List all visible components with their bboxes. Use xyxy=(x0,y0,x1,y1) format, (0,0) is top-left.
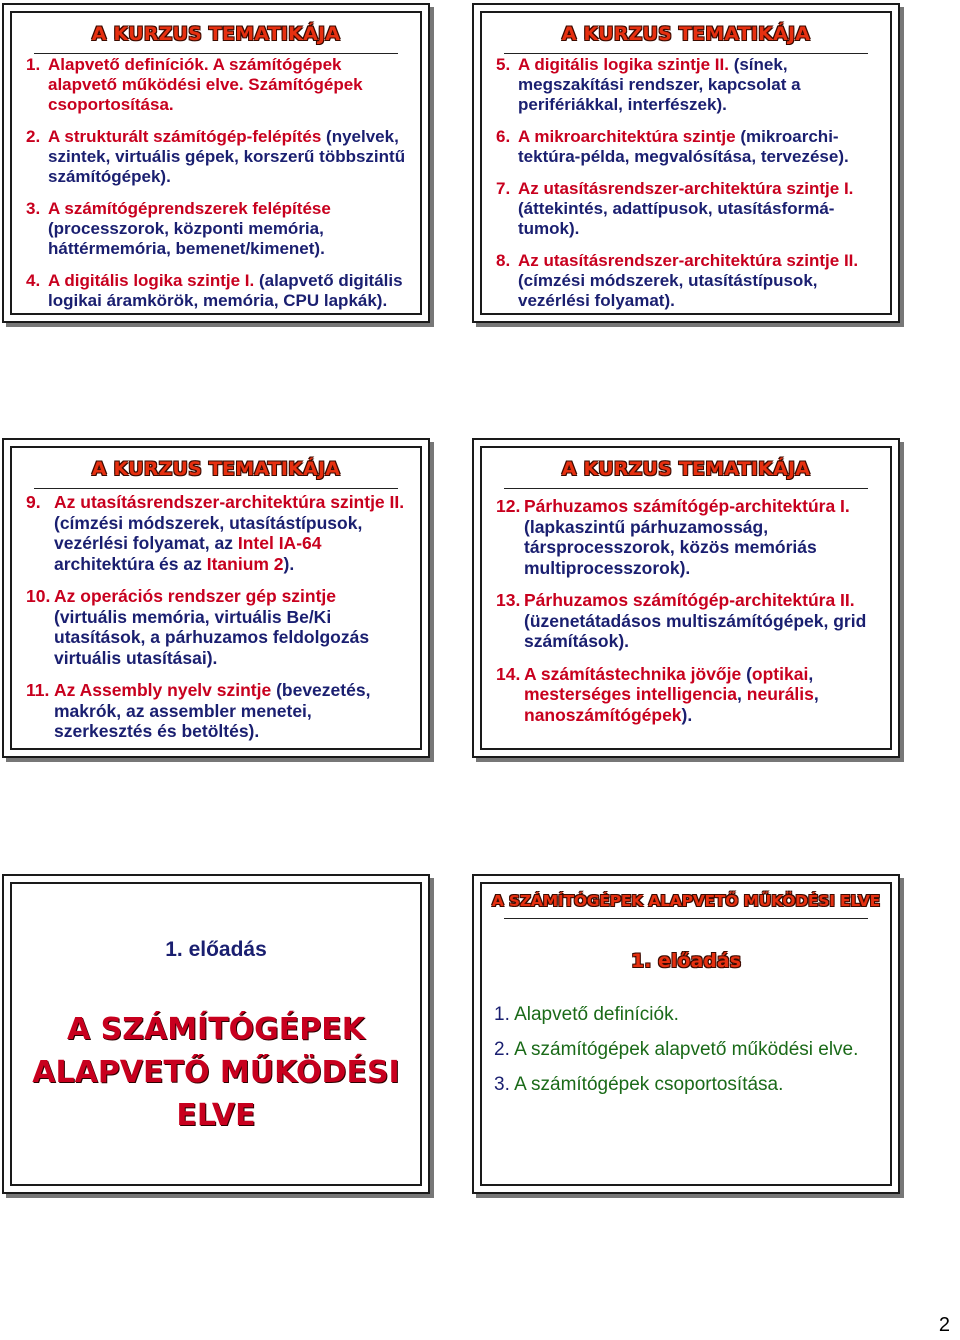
topic-title: Az Assembly nyelv szintje xyxy=(54,680,277,700)
slide-4-inner-frame xyxy=(480,446,892,750)
slide-2 xyxy=(472,3,900,323)
topic-item xyxy=(26,586,412,668)
topic-details: (áttekintés, adattípusok, utasításformá-tumok). xyxy=(518,199,835,238)
topic-number: 6. xyxy=(496,127,511,146)
topic-item xyxy=(496,590,882,652)
topic-item xyxy=(26,55,412,115)
slide-2-heading: A KURZUS TEMATIKÁJA xyxy=(561,23,811,45)
topic-details: (virtuális memória, virtuális Be/Ki utasítások, a párhuzamos feldolgozás virtuális utasításai). xyxy=(54,606,370,668)
topic-details: , xyxy=(808,663,814,684)
topic-item xyxy=(496,496,882,578)
topic-details: ( xyxy=(746,663,752,684)
topic-details: , xyxy=(813,684,819,704)
topic-item xyxy=(26,127,412,187)
topic-details: (sínek, megszakítási rendszer, kapcsolat a perifériákkal, interfészek). xyxy=(518,55,801,114)
topic-title: Itanium 2 xyxy=(206,553,284,574)
topic-number: 8. xyxy=(496,251,511,270)
topic-title: Párhuzamos számítógép-architektúra I. xyxy=(524,496,850,516)
outline-item xyxy=(494,1037,884,1063)
topic-title: A számítástechnika jövője xyxy=(524,663,747,684)
slide-1 xyxy=(2,3,430,323)
topic-number: 4. xyxy=(26,271,41,290)
topic-title: Az operációs rendszer gép szintje xyxy=(54,586,337,606)
slide-6-outline-list xyxy=(494,1002,884,1107)
outline-item xyxy=(494,1002,884,1028)
topic-title: Alapvető definíciók. A számítógépek alapvető működési elve. Számítógépek csoportosítása. xyxy=(48,55,363,114)
slide-3-topic-list xyxy=(26,492,412,754)
slide-6-inner-frame xyxy=(480,882,892,1186)
topic-details: (bevezetés, makrók, az assembler menetei, szerkesztés és betöltés). xyxy=(54,680,371,741)
topic-details: (címzési módszerek, utasítástípusok, vezérlési folyamat). xyxy=(518,271,818,310)
slide-4 xyxy=(472,438,900,758)
topic-details: (nyelvek, szintek, virtuális gépek, korszerű többszintű számítógépek). xyxy=(48,127,406,186)
slide-1-rule xyxy=(34,53,398,54)
topic-details: (üzenetátadásos multiszámítógépek, grid számítások). xyxy=(524,610,867,651)
lecture-title-line: ELVE xyxy=(176,1098,256,1133)
topic-details: (mikroarchi-tektúra-példa, megvalósítása, tervezése). xyxy=(518,127,849,166)
topic-title: A digitális logika szintje I. xyxy=(48,271,259,290)
topic-title: optikai xyxy=(751,663,809,684)
topic-details: (címzési módszerek, utasítástípusok, vezérlési folyamat, az xyxy=(54,512,363,553)
topic-title: Párhuzamos számítógép-architektúra II. xyxy=(524,590,855,610)
slide-3 xyxy=(2,438,430,758)
topic-title: Az utasításrendszer-architektúra szintje II. xyxy=(518,251,859,270)
topic-item xyxy=(26,680,412,742)
outline-item-number: 1. xyxy=(494,1004,510,1025)
topic-title: A számítógéprendszerek felépítése xyxy=(48,199,331,218)
slide-3-heading: A KURZUS TEMATIKÁJA xyxy=(91,458,341,480)
topic-details: (processzorok, központi memória, háttérmemória, bemenet/kimenet). xyxy=(48,219,325,258)
slide-5 xyxy=(2,874,430,1194)
topic-item xyxy=(496,179,882,239)
slide-6-heading: A SZÁMÍTÓGÉPEK ALAPVETŐ MŰKÖDÉSI ELVE xyxy=(491,892,881,910)
topic-number: 1. xyxy=(26,55,41,74)
topic-title: Intel IA-64 xyxy=(237,533,322,553)
outline-item-text: Alapvető definíciók. xyxy=(514,1004,679,1025)
outline-item-text: A számítógépek csoportosítása. xyxy=(514,1074,784,1095)
page-number: 2 xyxy=(938,1314,950,1336)
slide-6 xyxy=(472,874,900,1194)
lecture-title xyxy=(12,1008,420,1137)
topic-item xyxy=(26,199,412,259)
topic-number: 5. xyxy=(496,55,511,74)
slide-4-heading: A KURZUS TEMATIKÁJA xyxy=(561,458,811,480)
topic-item xyxy=(496,664,882,726)
lecture-title-line: A SZÁMÍTÓGÉPEK xyxy=(66,1012,366,1047)
outline-item-number: 3. xyxy=(494,1074,510,1095)
topic-number: 3. xyxy=(26,199,41,218)
topic-item xyxy=(26,271,412,311)
slide-3-inner-frame xyxy=(10,446,422,750)
topic-title: mesterséges intelligencia xyxy=(524,684,738,704)
topic-number: 7. xyxy=(496,179,511,198)
slide-2-rule xyxy=(504,53,868,54)
slide-2-inner-frame xyxy=(480,11,892,315)
topic-details: (alapvető digitális logikai áramkörök, memória, CPU lapkák). xyxy=(48,271,403,310)
topic-title: nanoszámítógépek xyxy=(524,704,682,725)
topic-details: , xyxy=(737,684,747,704)
topic-number: 2. xyxy=(26,127,41,146)
topic-details: ). xyxy=(283,553,295,574)
outline-item xyxy=(494,1072,884,1098)
topic-item xyxy=(496,127,882,167)
topic-details: architektúra és az xyxy=(54,553,207,574)
topic-title: neurális xyxy=(746,684,814,704)
topic-number: 10. xyxy=(26,586,51,606)
topic-title: A mikroarchitektúra szintje xyxy=(518,127,741,146)
slide-5-inner-frame xyxy=(10,882,422,1186)
topic-details: ). xyxy=(681,704,693,725)
outline-item-text: A számítógépek alapvető működési elve. xyxy=(514,1039,859,1060)
outline-item-number: 2. xyxy=(494,1039,510,1060)
topic-details: (lapkaszintű párhuzamosság, társprocesszorok, közös memóriás multiprocesszorok). xyxy=(524,516,817,578)
slide-4-rule xyxy=(504,488,868,489)
topic-item xyxy=(496,55,882,115)
topic-title: A digitális logika szintje II. xyxy=(518,55,734,74)
topic-number: 13. xyxy=(496,590,521,610)
slide-3-rule xyxy=(34,488,398,489)
topic-number: 12. xyxy=(496,496,521,516)
slide-2-topic-list xyxy=(496,55,882,323)
topic-title: A strukturált számítógép-felépítés xyxy=(48,127,327,146)
topic-title: Az utasításrendszer-architektúra szintje II. xyxy=(54,492,405,512)
topic-item xyxy=(26,492,412,574)
slide-1-topic-list xyxy=(26,55,412,323)
slide-4-topic-list xyxy=(496,496,882,737)
lecture-number: 1. előadás xyxy=(165,938,267,961)
slide-1-inner-frame xyxy=(10,11,422,315)
topic-number: 14. xyxy=(496,663,521,684)
topic-item xyxy=(496,251,882,311)
slide-1-heading: A KURZUS TEMATIKÁJA xyxy=(91,23,341,45)
slide-6-subheading: 1. előadás xyxy=(630,950,742,972)
lecture-title-line: ALAPVETŐ MŰKÖDÉSI xyxy=(32,1055,400,1090)
topic-number: 11. xyxy=(26,680,50,700)
slide-6-rule xyxy=(504,918,868,919)
topic-title: Az utasításrendszer-architektúra szintje I. xyxy=(518,179,854,198)
topic-number: 9. xyxy=(26,492,41,512)
